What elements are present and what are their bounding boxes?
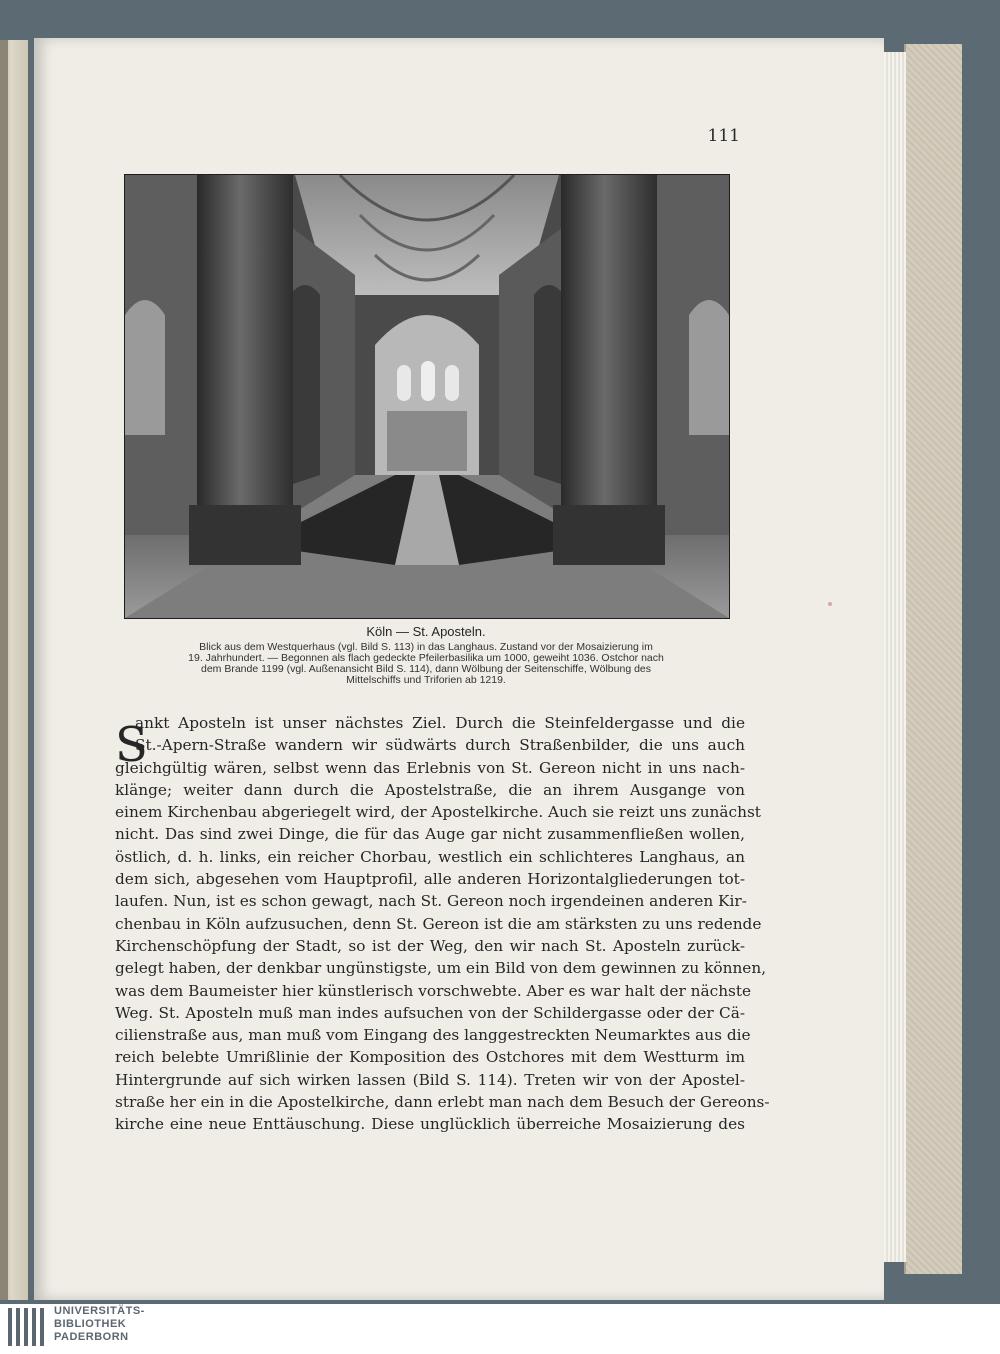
body-text (115, 712, 770, 1136)
library-logo-line: BIBLIOTHEK (54, 1318, 127, 1330)
caption-line: Blick aus dem Westquerhaus (vgl. Bild S. 113) in das Langhaus. Zustand vor der Mosaizierung im (199, 641, 653, 653)
body-line: straße her ein in die Apostelkirche, dann erlebt man nach dem Besuch der Gereons- (115, 1093, 770, 1112)
body-line: cilienstraße aus, man muß vom Eingang des langgestreckten Neumarktes aus die (115, 1026, 751, 1045)
book-cover-edge (904, 44, 962, 1274)
caption-line: 19. Jahrhundert. — Begonnen als flach gedeckte Pfeilerbasilika um 1000, geweiht 1036. Ostchor nach (188, 652, 664, 664)
body-line: dem sich, abgesehen vom Hauptprofil, alle anderen Horizontalgliederungen tot- (115, 870, 745, 889)
body-line: laufen. Nun, ist es schon gewagt, nach St. Gereon noch irgendeinen anderen Kir- (115, 892, 747, 911)
body-line: gelegt haben, der denkbar ungünstigste, um ein Bild von dem gewinnen zu können, (115, 959, 767, 978)
figure-caption-title: Köln — St. Aposteln. (366, 624, 486, 639)
library-footer (0, 1304, 1000, 1354)
body-line: kirche eine neue Enttäuschung. Diese unglücklich überreiche Mosaizierung des (115, 1115, 745, 1134)
body-line: Hintergrunde auf sich wirken lassen (Bild S. 114). Treten wir von der Apostel- (115, 1070, 745, 1089)
caption-line: Mittelschiffs und Triforien ab 1219. (346, 674, 506, 686)
paper-speck (828, 602, 832, 606)
library-logo-line: PADERBORN (54, 1331, 129, 1343)
body-line: was dem Baumeister hier künstlerisch vorschwebte. Aber es war halt der nächste (115, 981, 752, 1000)
university-library-logo-icon (4, 1306, 48, 1350)
body-line: Weg. St. Aposteln muß man indes aufsuchen von der Schildergasse oder der Cä- (115, 1003, 745, 1022)
body-line: nicht. Das sind zwei Dinge, die für das Auge gar nicht zusammenfließen wollen, (115, 825, 745, 844)
library-logo-line: UNIVERSITÄTS- (54, 1305, 145, 1317)
drop-cap: S (115, 717, 148, 773)
binding-edge (0, 40, 8, 1300)
body-line: klänge; weiter dann durch die Apostelstraße, die an ihrem Ausgange von (115, 780, 745, 799)
body-line: Kirchenschöpfung der Stadt, so ist der Weg, den wir nach St. Aposteln zurück- (115, 936, 745, 955)
figure-caption-body (124, 642, 728, 686)
body-line: ankt Aposteln ist unser nächstes Ziel. Durch die Steinfeldergasse und die (135, 714, 745, 732)
library-logo-text (54, 1305, 145, 1344)
body-line: östlich, d. h. links, ein reicher Chorbau, westlich ein schlichteres Langhaus, an (115, 847, 745, 866)
nave-illustration (125, 175, 729, 618)
body-line: reich belebte Umrißlinie der Komposition des Ostchores mit dem Westturm im (115, 1048, 745, 1067)
body-line: chenbau in Köln aufzusuchen, denn St. Gereon ist die am stärksten zu uns redende (115, 914, 762, 933)
body-line: gleichgültig wären, selbst wenn das Erlebnis von St. Gereon nicht in uns nach- (115, 758, 745, 777)
caption-line: dem Brande 1199 (vgl. Außenansicht Bild S. 114), dann Wölbung der Seitenschiffe, Wölbung des (200, 663, 652, 675)
body-line: St.-Apern-Straße wandern wir südwärts durch Straßenbilder, die uns auch (135, 736, 745, 755)
body-line: einem Kirchenbau abgeriegelt wird, der Apostelkirche. Auch sie reizt uns zunächst (115, 803, 761, 822)
page-number: 111 (707, 126, 740, 146)
church-interior-photo (124, 174, 730, 619)
